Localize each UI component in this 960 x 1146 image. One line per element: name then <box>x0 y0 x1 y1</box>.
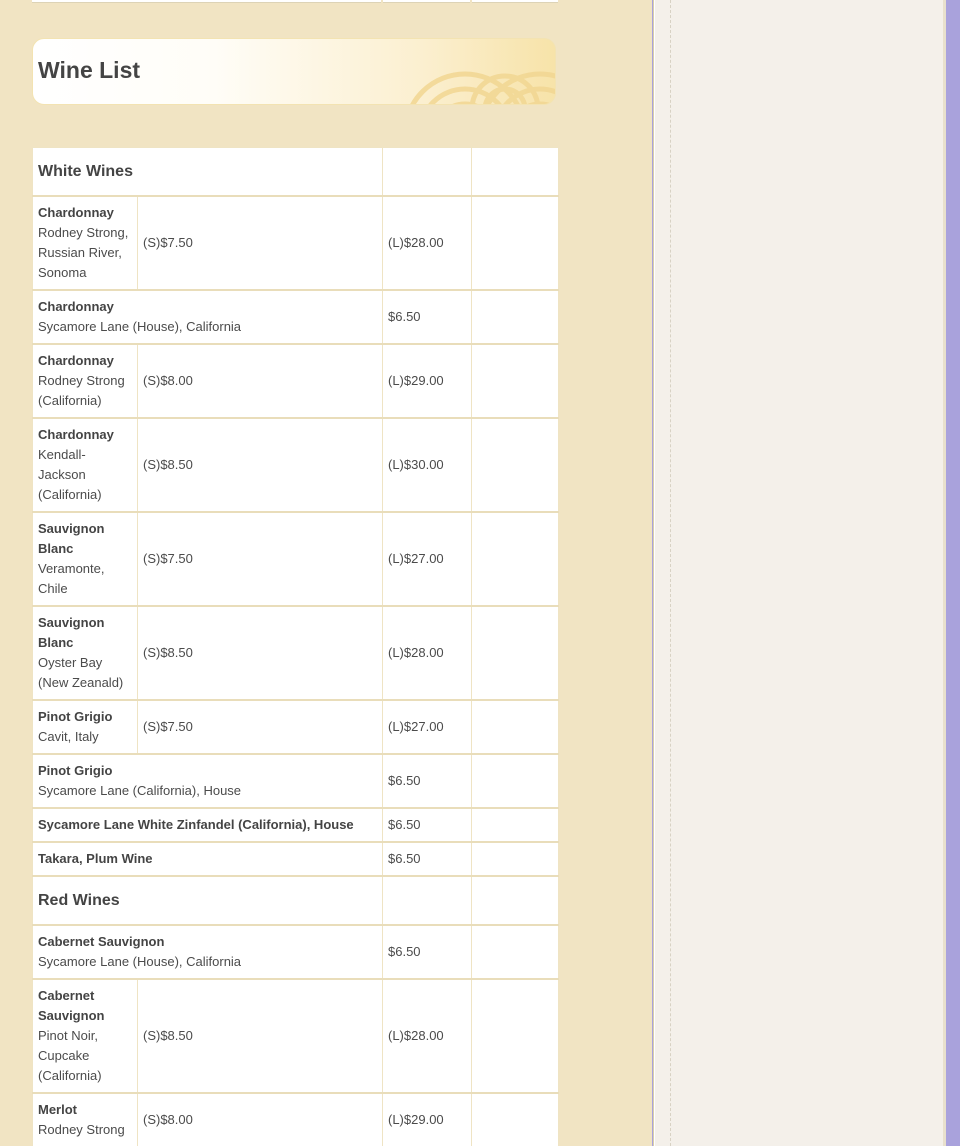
small-price: (S)$8.00 <box>138 1093 383 1146</box>
price: $6.50 <box>383 754 472 808</box>
wine-name: Chardonnay <box>38 353 114 368</box>
empty-cell <box>472 842 559 876</box>
section-header-row <box>33 148 559 197</box>
page-right-edge <box>943 0 946 1146</box>
wine-name: Sycamore Lane White Zinfandel (California), House <box>38 817 354 832</box>
wine-description: Sycamore Lane (House), California <box>38 954 242 969</box>
small-price: (S)$7.50 <box>138 700 383 754</box>
wine-cell <box>33 344 138 418</box>
empty-cell <box>472 344 559 418</box>
table-row <box>33 512 559 606</box>
small-price: (S)$8.50 <box>138 606 383 700</box>
wine-name: Cabernet Sauvignon <box>38 934 165 949</box>
table-row <box>33 700 559 754</box>
wine-name: Chardonnay <box>38 427 114 442</box>
table-row <box>33 808 559 842</box>
price: $6.50 <box>383 808 472 842</box>
table-row <box>33 290 559 344</box>
small-price: (S)$8.00 <box>138 344 383 418</box>
empty-cell <box>472 148 559 197</box>
wine-cell <box>33 754 383 808</box>
empty-cell <box>472 290 559 344</box>
wine-description: Sycamore Lane (House), California <box>38 319 242 334</box>
sidebar <box>653 0 944 1146</box>
empty-cell <box>472 418 559 512</box>
small-price: (S)$8.50 <box>138 418 383 512</box>
small-price: (S)$7.50 <box>138 196 383 290</box>
wine-name: Sauvignon Blanc <box>38 615 105 650</box>
wine-description: Oyster Bay (New Zeanald) <box>38 655 124 690</box>
table-row <box>33 979 559 1093</box>
large-price: (L)$28.00 <box>383 606 472 700</box>
page-title: Wine List <box>38 57 141 83</box>
wine-name: Sauvignon Blanc <box>38 521 105 556</box>
empty-cell <box>383 148 472 197</box>
small-price: (S)$8.50 <box>138 979 383 1093</box>
table-row <box>33 344 559 418</box>
wine-description: Kendall-Jackson (California) <box>38 447 102 502</box>
price: $6.50 <box>383 290 472 344</box>
wine-cell <box>33 290 383 344</box>
small-price: (S)$7.50 <box>138 512 383 606</box>
wine-name: Takara, Plum Wine <box>38 851 153 866</box>
wine-description: Veramonte, Chile <box>38 561 105 596</box>
large-price: (L)$27.00 <box>383 700 472 754</box>
wine-cell <box>33 979 138 1093</box>
wine-description: Rodney Strong, Russian River, Sonoma <box>38 225 129 280</box>
large-price: (L)$30.00 <box>383 418 472 512</box>
wine-cell <box>33 925 383 979</box>
price: $6.50 <box>383 842 472 876</box>
wine-cell <box>33 196 138 290</box>
large-price: (L)$28.00 <box>383 196 472 290</box>
wine-name: Pinot Grigio <box>38 709 113 724</box>
wine-description: Pinot Noir, Cupcake (California) <box>38 1028 102 1083</box>
wine-description: Sycamore Lane (California), House <box>38 783 242 798</box>
empty-cell <box>383 876 472 925</box>
wine-cell <box>33 808 383 842</box>
table-row <box>33 606 559 700</box>
wine-name: Pinot Grigio <box>38 763 113 778</box>
table-row <box>33 1093 559 1146</box>
empty-cell <box>472 754 559 808</box>
large-price: (L)$28.00 <box>383 979 472 1093</box>
wine-cell <box>33 606 138 700</box>
empty-cell <box>472 808 559 842</box>
wine-name: Chardonnay <box>38 299 114 314</box>
wine-description: Cavit, Italy <box>38 729 99 744</box>
previous-table-bottom-edge <box>32 0 558 2</box>
large-price: (L)$27.00 <box>383 512 472 606</box>
large-price: (L)$29.00 <box>383 1093 472 1146</box>
wine-list-banner <box>32 38 556 105</box>
empty-cell <box>472 700 559 754</box>
empty-cell <box>472 512 559 606</box>
wine-cell <box>33 842 383 876</box>
empty-cell <box>472 876 559 925</box>
empty-cell <box>472 925 559 979</box>
empty-cell <box>472 979 559 1093</box>
section-header-row <box>33 876 559 925</box>
section-title-red-wines: Red Wines <box>33 876 383 925</box>
sidebar-inner-panel <box>670 0 944 1146</box>
wine-description: Rodney Strong (California) <box>38 373 125 408</box>
table-row <box>33 842 559 876</box>
wine-cell <box>33 1093 138 1146</box>
wine-name: Chardonnay <box>38 205 114 220</box>
wine-cell <box>33 418 138 512</box>
table-row <box>33 754 559 808</box>
wine-name: Merlot <box>38 1102 77 1117</box>
table-row <box>33 418 559 512</box>
large-price: (L)$29.00 <box>383 344 472 418</box>
wine-description: Rodney Strong <box>38 1122 125 1137</box>
section-title-white-wines: White Wines <box>33 148 383 197</box>
table-row <box>33 925 559 979</box>
wave-pattern-decoration <box>355 39 555 104</box>
price: $6.50 <box>383 925 472 979</box>
wine-name: Cabernet Sauvignon <box>38 988 105 1023</box>
table-row <box>33 196 559 290</box>
empty-cell <box>472 606 559 700</box>
wine-cell <box>33 512 138 606</box>
empty-cell <box>472 1093 559 1146</box>
wine-list-table <box>32 147 559 1146</box>
wine-cell <box>33 700 138 754</box>
empty-cell <box>472 196 559 290</box>
